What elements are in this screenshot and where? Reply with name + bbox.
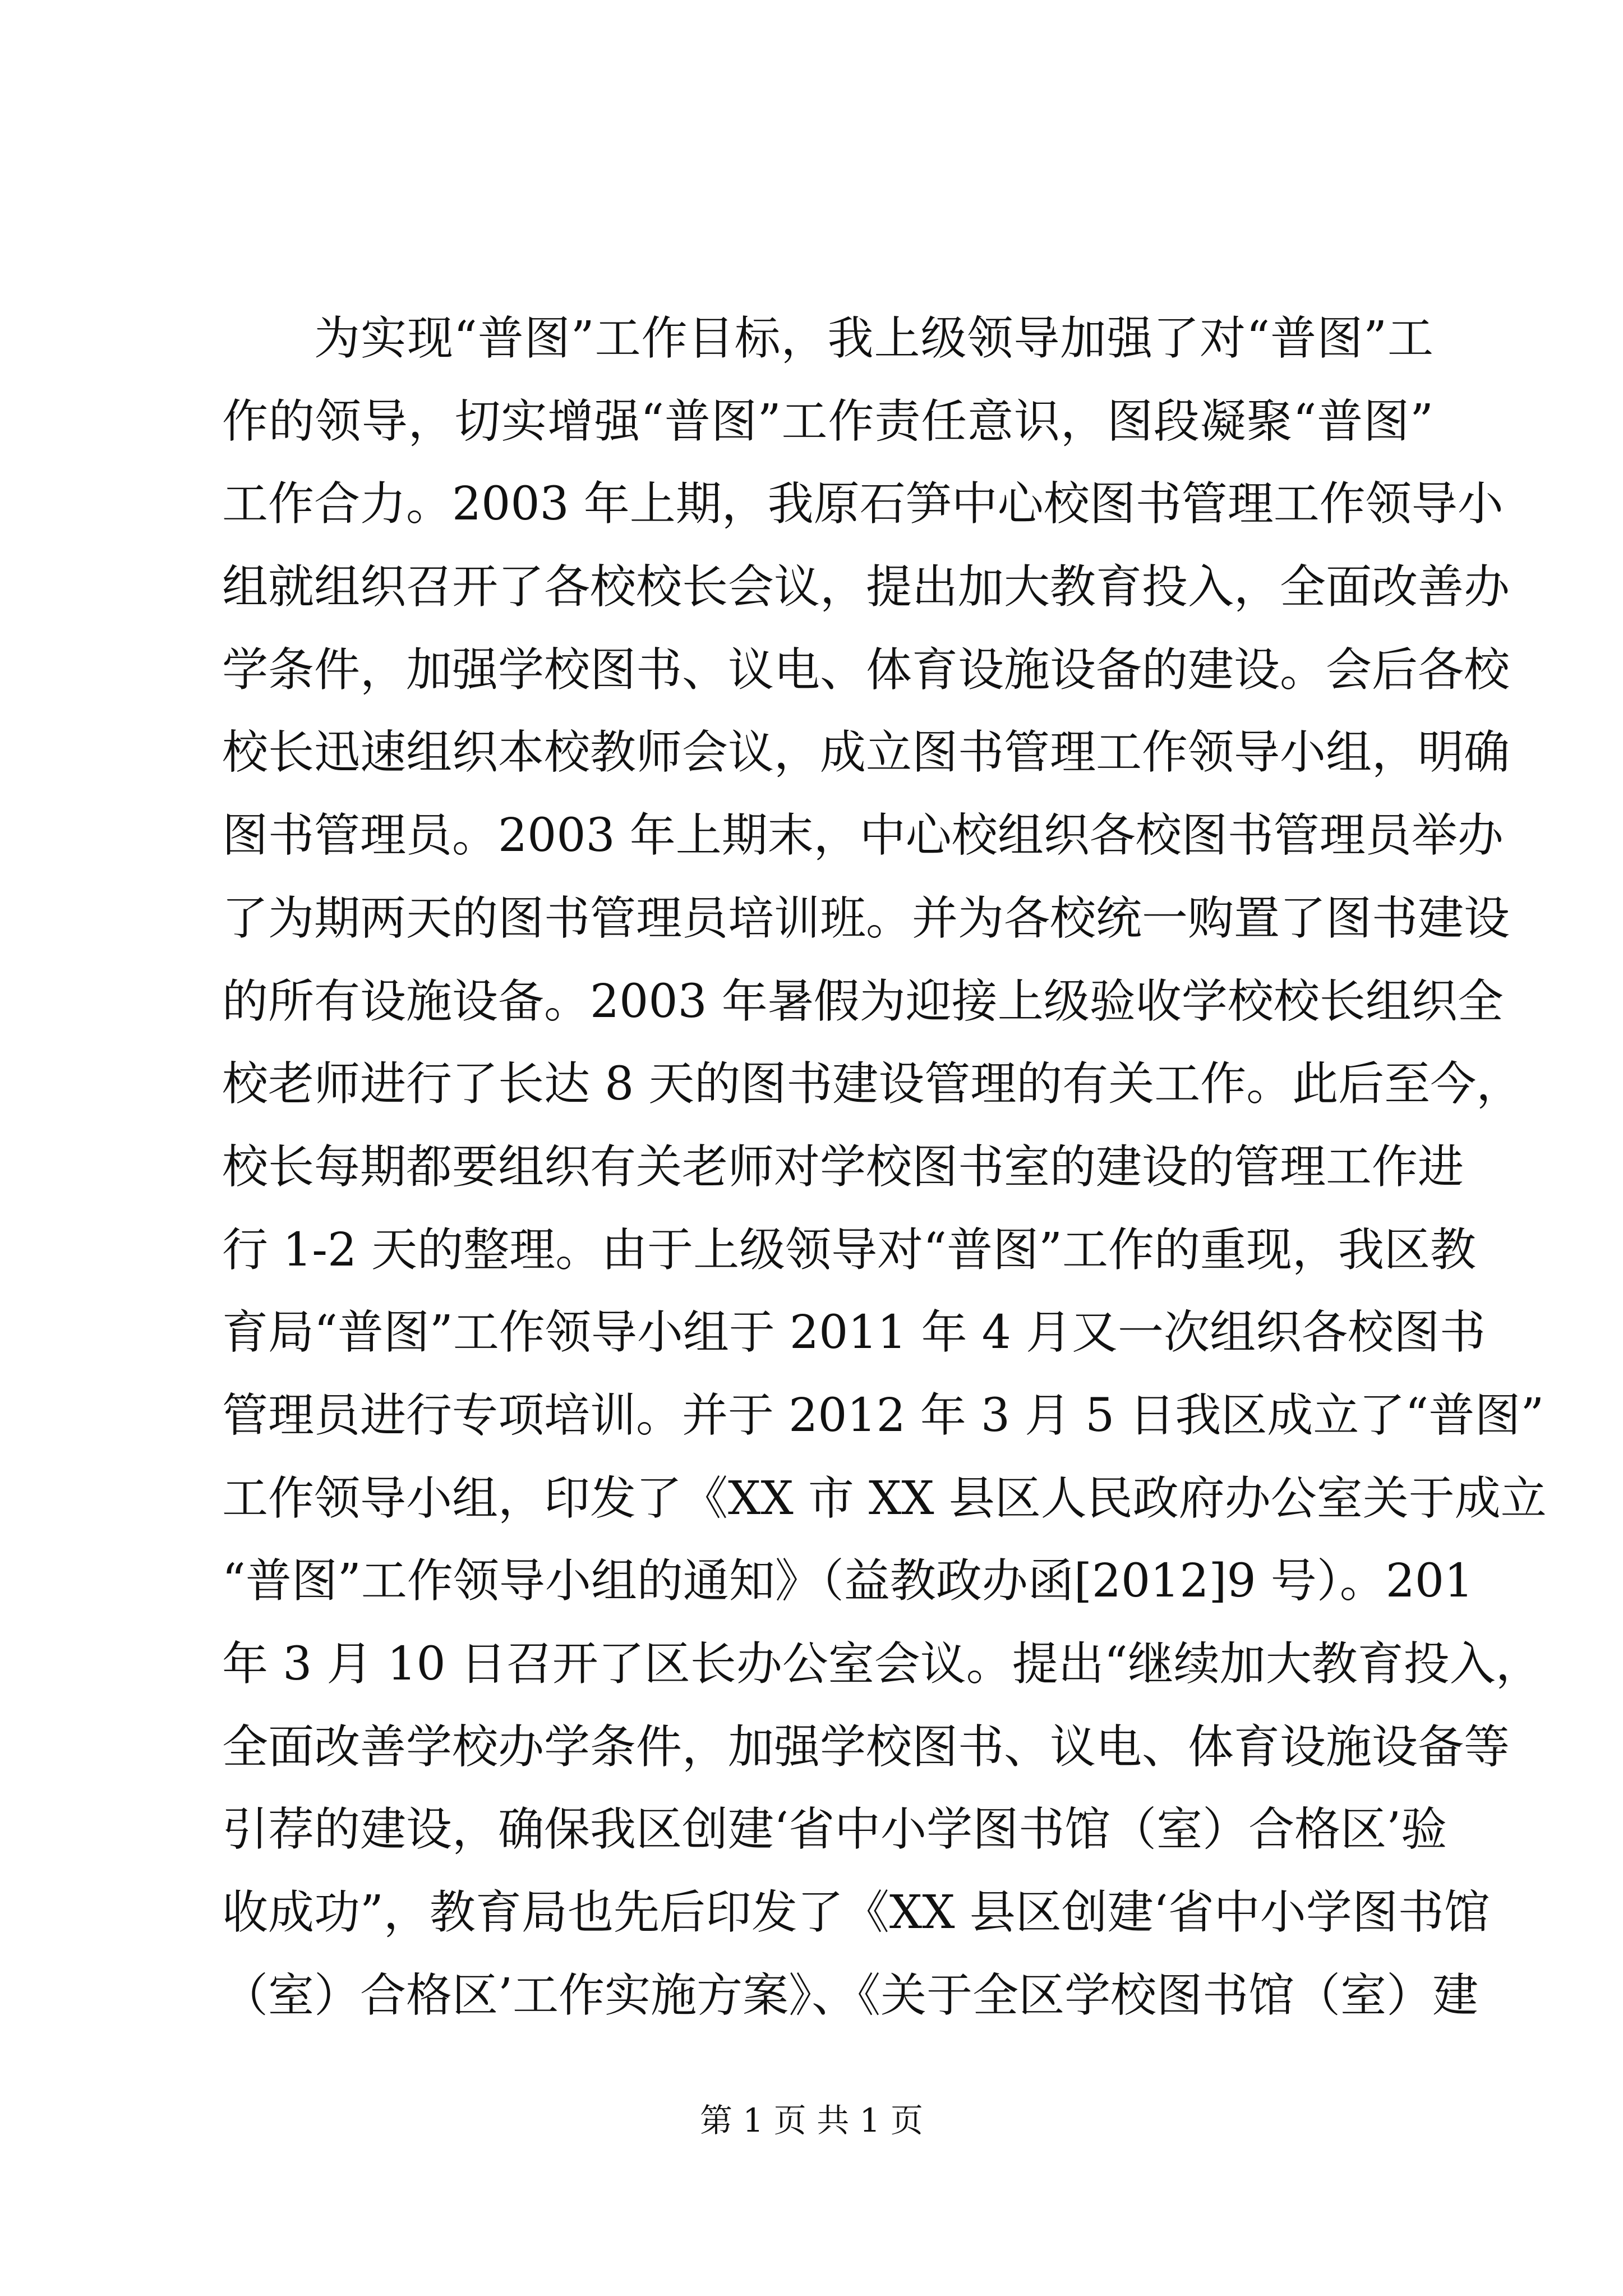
text-line: 管理员进行专项培训。并于 2012 年 3 月 5 日我区成立了“普图” <box>222 1388 1544 1442</box>
text-line: 全面改善学校办学条件，加强学校图书、议电、体育设施设备等 <box>222 1720 1510 1774</box>
body-paragraph <box>222 297 1547 2037</box>
text-line: 校长迅速组织本校教师会议，成立图书管理工作领导小组，明确 <box>222 726 1510 780</box>
text-line: 为实现“普图”工作目标，我上级领导加强了对“普图”工 <box>314 312 1433 365</box>
text-line: （室）合格区’工作实施方案》、《关于全区学校图书馆（室）建 <box>222 1968 1479 2022</box>
text-line: 年 3 月 10 日召开了区长办公室会议。提出“继续加大教育投入， <box>222 1637 1542 1691</box>
text-line: 图书管理员。2003 年上期末，中心校组织各校图书管理员举办 <box>222 809 1504 863</box>
text-line: 校老师进行了长达 8 天的图书建设管理的有关工作。此后至今， <box>222 1057 1523 1111</box>
page-number-footer: 第 1 页 共 1 页 <box>700 2101 923 2139</box>
text-line: 作的领导，切实增强“普图”工作责任意识，图段凝聚“普图” <box>222 394 1433 448</box>
text-line: “普图”工作领导小组的通知》（益教政办函[2012]9 号）。201 <box>222 1554 1474 1608</box>
text-line: 育局“普图”工作领导小组于 2011 年 4 月又一次组织各校图书 <box>222 1306 1486 1360</box>
text-line: 的所有设施设备。2003 年暑假为迎接上级验收学校校长组织全 <box>222 974 1504 1028</box>
text-line: 学条件，加强学校图书、议电、体育设施设备的建设。会后各校 <box>222 643 1510 697</box>
text-line: 组就组织召开了各校校长会议，提出加大教育投入，全面改善办 <box>222 560 1510 614</box>
text-line: 校长每期都要组织有关老师对学校图书室的建设的管理工作进 <box>222 1140 1464 1194</box>
text-line: 收成功”，教育局也先后印发了《XX 县区创建‘省中小学图书馆 <box>222 1886 1490 1940</box>
text-line: 工作领导小组，印发了《XX 市 XX 县区人民政府办公室关于成立 <box>222 1471 1547 1525</box>
text-line: 了为期两天的图书管理员培训班。并为各校统一购置了图书建设 <box>222 891 1510 945</box>
text-line: 引荐的建设，确保我区创建‘省中小学图书馆（室）合格区’验 <box>222 1803 1447 1857</box>
text-line: 工作合力。2003 年上期，我原石笋中心校图书管理工作领导小 <box>222 477 1504 531</box>
text-line: 行 1-2 天的整理。由于上级领导对“普图”工作的重现，我区教 <box>222 1223 1477 1277</box>
